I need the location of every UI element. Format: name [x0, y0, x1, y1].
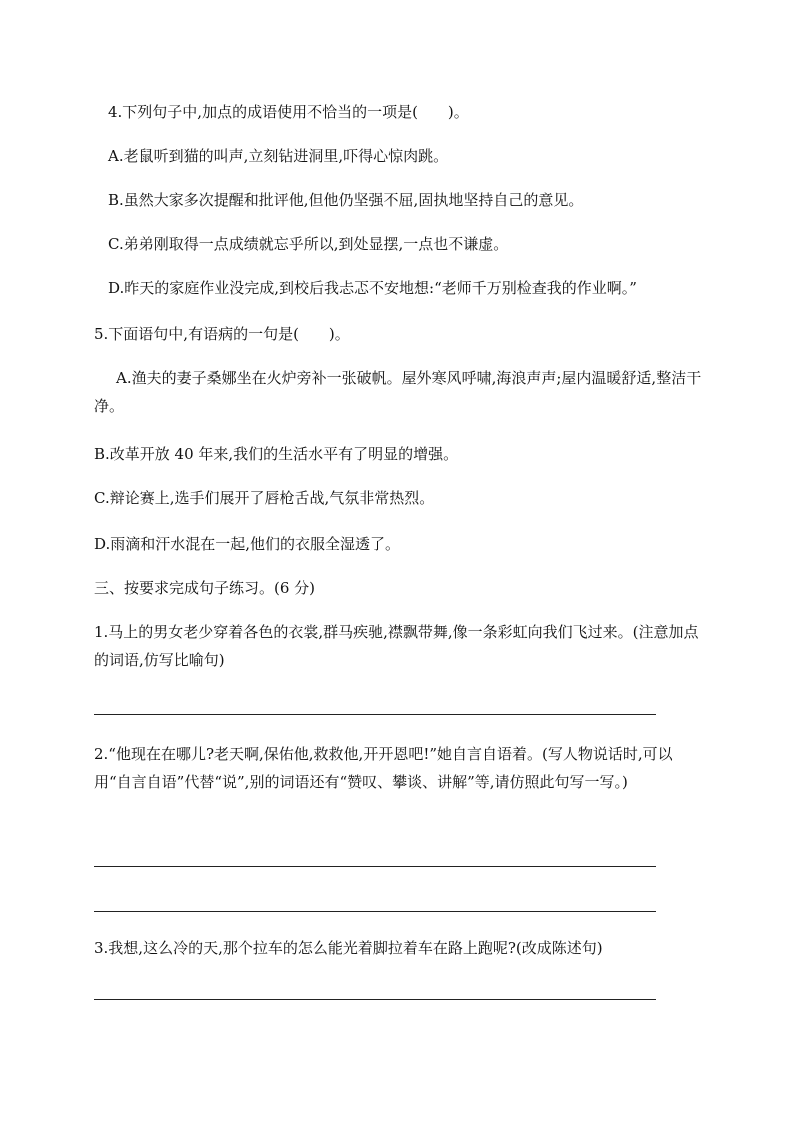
- answer-line-2a[interactable]: [94, 866, 656, 867]
- question-4-option-b: B.虽然大家多次提醒和批评他,但他仍坚强不屈,固执地坚持自己的意见。: [108, 191, 584, 209]
- question-5-option-d: D.雨滴和汗水混在一起,他们的衣服全湿透了。: [94, 535, 401, 553]
- question-5-option-b: B.改革开放 40 年来,我们的生活水平有了明显的增强。: [94, 445, 459, 463]
- answer-line-2b[interactable]: [94, 911, 656, 912]
- answer-line-3[interactable]: [94, 999, 656, 1000]
- question-5-stem: 5.下面语句中,有语病的一句是( )。: [94, 325, 350, 343]
- section-3-heading: 三、按要求完成句子练习。(6 分): [94, 579, 316, 597]
- question-4-option-c: C.弟弟刚取得一点成绩就忘乎所以,到处显摆,一点也不谦虚。: [108, 235, 509, 253]
- question-4-stem: 4.下列句子中,加点的成语使用不恰当的一项是( )。: [108, 103, 469, 121]
- section-3-item-3: 3.我想,这么冷的天,那个拉车的怎么能光着脚拉着车在路上跑呢?(改成陈述句): [94, 939, 603, 957]
- answer-line-1[interactable]: [94, 714, 656, 715]
- question-5-option-c: C.辩论赛上,选手们展开了唇枪舌战,气氛非常热烈。: [94, 489, 435, 507]
- section-3-item-2: 2.“他现在在哪儿?老天啊,保佑他,救救他,开开恩吧!”她自言自语着。(写人物说话时,可以用“自言自语”代替“说”,别的词语还有“赞叹、攀谈、讲解”等,请仿照此句写一写。): [94, 745, 673, 791]
- question-4-option-a: A.老鼠听到猫的叫声,立刻钻进洞里,吓得心惊肉跳。: [108, 147, 449, 165]
- question-4-option-d: D.昨天的家庭作业没完成,到校后我忐忑不安地想:“老师千万别检查我的作业啊。”: [108, 279, 637, 297]
- section-3-item-1: 1.马上的男女老少穿着各色的衣裳,群马疾驰,襟飘带舞,像一条彩虹向我们飞过来。(注意加点的词语,仿写比喻句): [94, 623, 699, 669]
- question-5-option-a: A.渔夫的妻子桑娜坐在火炉旁补一张破帆。屋外寒风呼啸,海浪声声;屋内温暖舒适,整洁干净。: [94, 369, 702, 415]
